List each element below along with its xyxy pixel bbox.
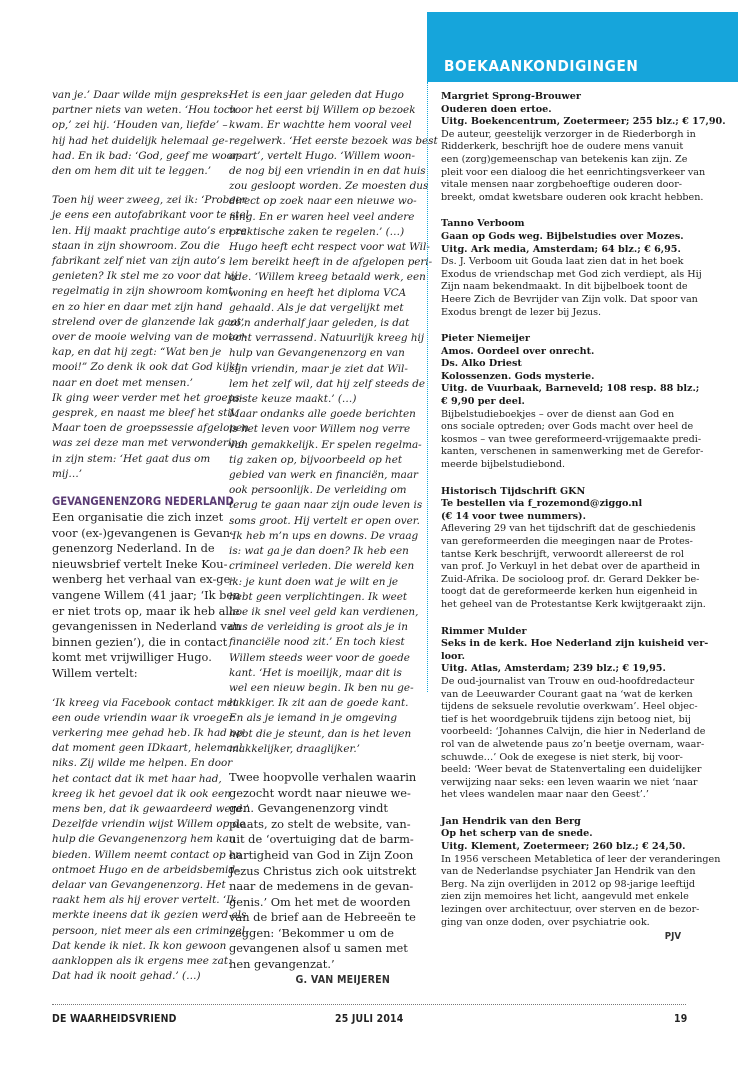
announcements-header bbox=[427, 12, 738, 82]
reviewer-initials: PJV bbox=[664, 931, 681, 943]
book-description: Ds. J. Verboom uit Gouda laat zien dat in het boek Exodus de vriendschap met God zich verdiept, als Hij Zijn naam bekendmaakt. In dit bijbelboek toont de Heere Zich de Bevrijder van Zijn volk. Dat spoor van Exodus brengt de lezer bij Jezus. bbox=[441, 256, 702, 318]
section-heading: GEVANGENENZORG NEDERLAND bbox=[52, 495, 234, 509]
article-column-left bbox=[52, 88, 253, 984]
book-announcement bbox=[441, 625, 709, 802]
book-description: In 1956 verscheen Metabletica of leer der veranderingen van de Nederlandse psychiater Jan Hendrik van den Berg. Na zijn overlijden in 2012 op 98-jarige leeftijd zien zijn memoires het licht, aangevuld met enkele lezingen over architectuur, over sterven en de bezor- ging van onze doden, over psychiatrie ook. bbox=[441, 853, 721, 928]
book-title: Historisch Tijdschrift GKN Te bestellen via f_rozemond@ziggo.nl (€ 14 voor twee nummers). bbox=[441, 485, 643, 522]
book-description: Aflevering 29 van het tijdschrift dat de geschiedenis van gereformeerden die meegingen naar de Protes- tantse Kerk beschrijft, verwoordt allereerst de rol van prof. Jo Verkuyl in het debat over de apartheid in Zuid-Afrika. De socioloog prof. dr. Gerard Dekker be- toogt dat de gereformeerde kerken hun eigenheid in het geheel van de Protestantse Kerk kwijtgeraakt zijn. bbox=[441, 523, 706, 610]
article-paragraph: Toen hij weer zweeg, zei ik: ‘Probeer je eens een autofabrikant voor te stel- len. Hij maakt prachtige auto’s en ze staan in zijn showroom. Zou die fabrikant zelf niet van zijn auto’s genieten? Ik stel me zo voor dat hij regelmatig in zijn showroom komt en zo hier en daar met zijn hand strelend over de glanzende lak gaat, over de mooie welving van de motor- kap, en dat hij zegt: “Wat ben je mooi!” Zo denk ik ook dat God kijkt naar en doet met mensen.’ Ik ging weer verder met het groeps- gesprek, en naast me bleef het stil. Maar toen de groepssessie afgelopen was zei deze man met verwondering in zijn stem: ‘Het gaat dus om mij…’ bbox=[52, 194, 253, 480]
author-signature: G. VAN MEIJEREN bbox=[295, 973, 390, 986]
book-announcement bbox=[441, 485, 706, 612]
page-number: 19 bbox=[674, 1013, 688, 1025]
book-title: Tanno Verboom Gaan op Gods weg. Bijbelstudies over Mozes. Uitg. Ark media, Amsterdam; 64 blz.; € 6,95. bbox=[441, 218, 684, 255]
footer-magazine-name: DE WAARHEIDSVRIEND bbox=[52, 1013, 177, 1025]
footer-date: 25 JULI 2014 bbox=[335, 1013, 404, 1025]
book-title: Pieter Niemeijer Amos. Oordeel over onrecht. Ds. Alko Driest Kolossenzen. Gods mysterie. Uitg. de Vuurbaak, Barneveld; 108 resp. 88 blz.; € 9,90 per deel. bbox=[441, 333, 700, 408]
article-conclusion: Twee hoopvolle verhalen waarin gezocht wordt naar nieuwe we- gen. Gevangenenzorg vindt plaats, zo stelt de website, van- uit de ‘overtuiging dat de barm- hartigheid van God in Zijn Zoon Jezus Christus zich ook uitstrekt naar de medemens in de gevan- genis.’ Om het met de woorden van de brief aan de Hebreeën te zeggen: ‘Bekommer u om de gevangenen alsof u samen met hen gevangenzat.’ bbox=[229, 769, 417, 972]
book-title: Margriet Sprong-Brouwer Ouderen doen ertoe. Uitg. Boekencentrum, Zoetermeer; 255 blz.; € 17,90. bbox=[441, 91, 726, 128]
article-paragraph: Het is een jaar geleden dat Hugo voor het eerst bij Willem op bezoek kwam. Er wachtte hem vooral veel regelwerk. ‘Het eerste bezoek was best apart’, vertelt Hugo. ‘Willem woon- de nog bij een vriendin in en dat huis zou gesloopt worden. Ze moesten dus direct op zoek naar een nieuwe wo- ning. En er waren heel veel andere praktische zaken te regelen.’ (…) Hugo heeft echt respect voor wat Wil- lem bereikt heeft in de afgelopen peri- ode. ‘Willem kreeg betaald werk, een woning en heeft het diploma VCA gehaald. Als je dat vergelijkt met zo’n anderhalf jaar geleden, is dat echt verrassend. Natuurlijk kreeg hij hulp van Gevangenenzorg en van zijn vriendin, maar je ziet dat Wil- lem het zelf wil, dat hij zelf steeds de juiste keuze maakt.’ (…) Maar ondanks alle goede berichten is het leven voor Willem nog verre van gemakkelijk. Er spelen regelma- tig zaken op, bijvoorbeeld op het gebied van werk en financiën, maar ook persoonlijk. De verleiding om terug te gaan naar zijn oude leven is soms groot. Hij vertelt er open over. ‘Ik heb m’n ups en downs. De vraag is: wat ga je dan doen? Ik heb een crimineel verleden. Die wereld ken ik: je kunt doen wat je wilt en je hebt geen verplichtingen. Ik weet hoe ik snel veel geld kan verdienen, dus de verleiding is groot als je in financiële nood zit.’ En toch kiest Willem steeds weer voor de goede kant. ‘Het is moeilijk, maar dit is wel een nieuw begin. Ik ben nu ge- lukkiger. Ik zit aan de goede kant. En als je iemand in je omgeving hebt die je steunt, dan is het leven makkelijker, draaglijker.’ bbox=[229, 89, 438, 755]
book-description: De auteur, geestelijk verzorger in de Riederborgh in Ridderkerk, beschrijft hoe de oudere mens vanuit een (zorg)gemeenschap van betekenis kan zijn. Ze pleit voor een dialoog die het eenrichtingsverkeer van vitale mensen naar zorgbehoeftige ouderen door- breekt, omdat kwetsbare ouderen ook kracht hebben. bbox=[441, 128, 706, 203]
article-paragraph: ‘Ik kreeg via Facebook contact met een oude vriendin waar ik vroeger verkering mee gehad heb. Ik had op dat moment geen IDkaart, helemaal niks. Zij wilde me helpen. En door het contact dat ik met haar had, kreeg ik het gevoel dat ik ook een mens ben, dat ik gewaardeerd werd.’ Dezelfde vriendin wijst Willem op de hulp die Gevangenenzorg hem kan bieden. Willem neemt contact op en ontmoet Hugo en de arbeidsbemid- delaar van Gevangenenzorg. Het raakt hem als hij erover vertelt. ‘Ik merkte ineens dat ik gezien werd als persoon, niet meer als een crimineel. Dat kende ik niet. Ik kon gewoon aankloppen als ik ergens mee zat. Dat had ik nooit gehad.’ (…) bbox=[52, 696, 249, 983]
book-description: De oud-journalist van Trouw en oud-hoofdredacteur van de Leeuwarder Courant gaat na ‘wat de kerken tijdens de seksuele revolutie overkwam’. Heel objec- tief is het woordgebruik tijdens zijn betoog niet, bij voorbeeld: ‘Johannes Calvijn, die hier in Nederland de rol van de alwetende paus zo’n beetje overnam, waar- schuwde…’ Ook de exegese is niet sterk, bij voor- beeld: ‘Weer bevat de Statenvertaling een duidelijker verwijzing naar seks: een leven waarin we niet ‘naar het vlees wandelen maar naar den Geest’.’ bbox=[441, 675, 706, 801]
announcements-list bbox=[441, 91, 726, 943]
book-title: Jan Hendrik van den Berg Op het scherp van de snede. Uitg. Klement, Zoetermeer; 260 blz.; € 24,50. bbox=[441, 815, 686, 853]
announcements-title: BOEKAANKONDIGINGEN bbox=[444, 57, 639, 75]
book-title: Rimmer Mulder Seks in de kerk. Hoe Nederland zijn kuisheid ver- loor. Uitg. Atlas, Amsterdam; 239 blz.; € 19,95. bbox=[441, 625, 709, 675]
footer-divider bbox=[52, 1004, 686, 1005]
book-announcement bbox=[441, 333, 704, 472]
book-description: Bijbelstudieboekjes – over de dienst aan God en ons sociale optreden; over Gods macht over heel de kosmos – van twee gereformeerd-vrijgemaakte predi- kanten, verschenen in samenwerking met de Gerefor- meerde bijbelstudiebond. bbox=[441, 408, 704, 471]
article-paragraph: van je.’ Daar wilde mijn gespreks- partner niets van weten. ‘Hou toch op,’ zei hij. ‘Houden van, liefde’ – hij had het duidelijk helemaal ge- had. En ik bad: ‘God, geef me woor- den om hem dit uit te leggen.’ bbox=[52, 89, 242, 178]
section-intro: Een organisatie die zich inzet voor (ex-)gevangenen is Gevan- genenzorg Nederland. In de nieuwsbrief vertelt Ineke Kou- wenberg het verhaal van ex-ge- vangene Willem (41 jaar; ‘Ik ben er niet trots op, maar ik heb alle gevangenissen in Nederland van binnen gezien’), die in contact komt met vrijwilliger Hugo. Willem vertelt: bbox=[52, 510, 242, 681]
article-column-middle bbox=[229, 88, 438, 986]
book-announcement bbox=[441, 218, 702, 319]
book-announcement bbox=[441, 91, 726, 204]
book-announcement bbox=[441, 815, 721, 929]
